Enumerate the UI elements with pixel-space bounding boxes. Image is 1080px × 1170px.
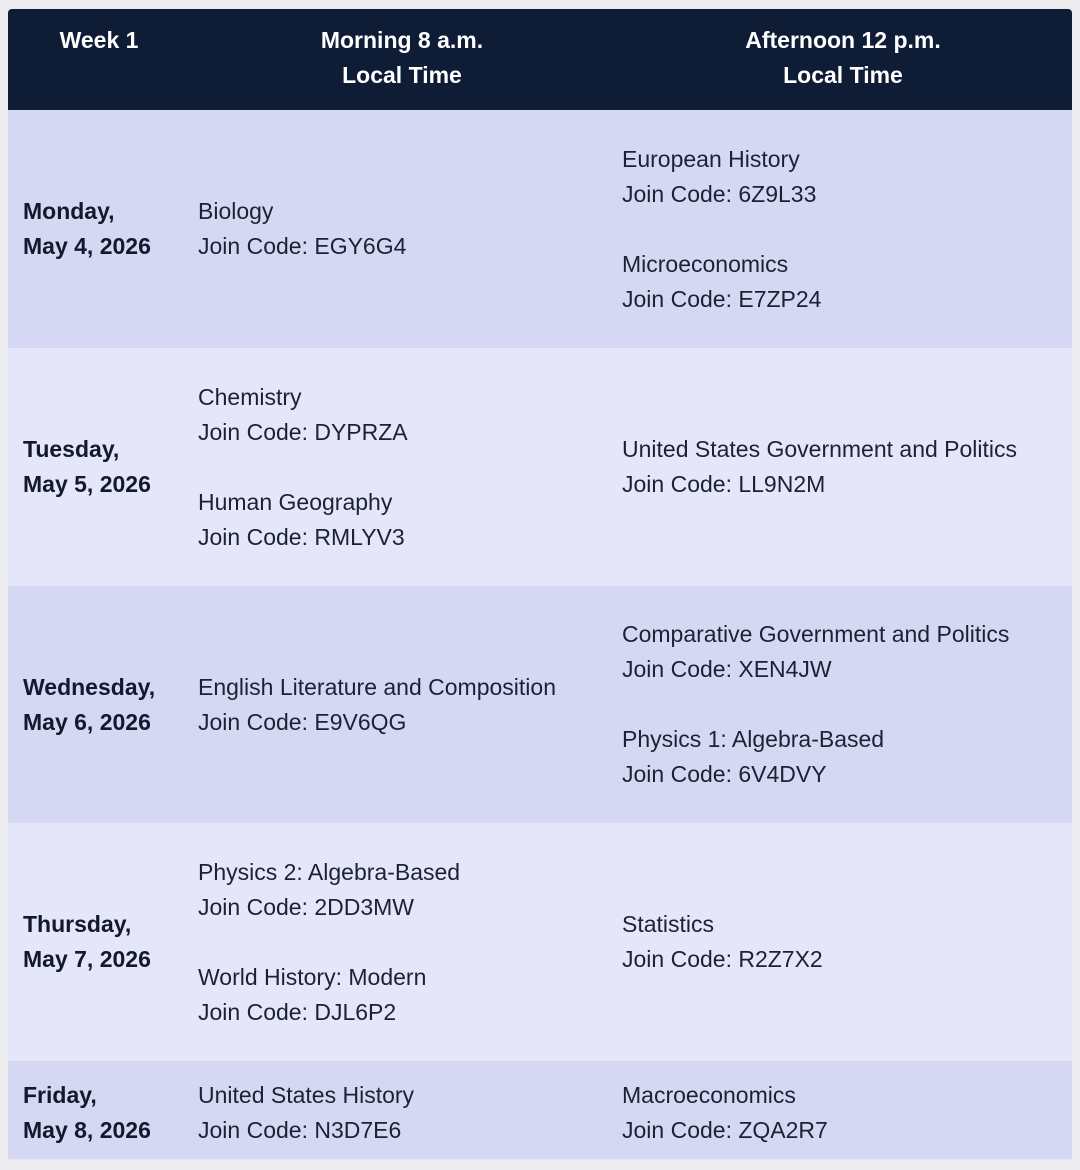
exam-subject: Physics 2: Algebra-Based	[198, 858, 461, 885]
join-code: Join Code: XEN4JW	[622, 656, 832, 682]
exam-entry	[198, 485, 614, 555]
exam-subject: English Literature and Composition	[198, 673, 556, 700]
morning-cell	[190, 823, 614, 1061]
schedule-row-thursday	[8, 823, 1072, 1061]
exam-subject: Chemistry	[198, 383, 302, 410]
join-code: Join Code: R2Z7X2	[622, 946, 823, 972]
schedule-row-tuesday	[8, 348, 1072, 586]
morning-cell	[190, 110, 614, 348]
afternoon-cell	[614, 348, 1072, 586]
exam-entry	[198, 1078, 614, 1148]
header-week	[8, 9, 190, 110]
day-cell	[8, 110, 190, 348]
weekday: Tuesday,	[23, 436, 120, 462]
exam-subject: Statistics	[622, 911, 715, 937]
day-cell	[8, 823, 190, 1061]
join-code: Join Code: E7ZP24	[622, 285, 822, 312]
join-code: Join Code: N3D7E6	[198, 1117, 402, 1143]
exam-entry	[622, 617, 1072, 687]
header-morning-local: Local Time	[342, 62, 462, 88]
date: May 5, 2026	[23, 471, 151, 497]
exam-schedule-frame	[8, 9, 1072, 1160]
exam-entry	[198, 380, 614, 450]
exam-subject: Comparative Government and Politics	[622, 621, 1010, 647]
join-code: Join Code: 2DD3MW	[198, 893, 415, 920]
day-cell	[8, 1061, 190, 1159]
exam-subject: Biology	[198, 198, 274, 224]
exam-entry	[622, 142, 1072, 212]
join-code: Join Code: DJL6P2	[198, 998, 397, 1025]
header-row	[8, 9, 1072, 110]
exam-subject: European History	[622, 145, 800, 172]
exam-subject: United States History	[198, 1082, 415, 1108]
day-cell	[8, 586, 190, 823]
morning-cell	[190, 348, 614, 586]
morning-cell	[190, 1061, 614, 1159]
exam-subject: Human Geography	[198, 488, 393, 515]
join-code: Join Code: LL9N2M	[622, 471, 826, 497]
exam-entry	[622, 432, 1072, 502]
day-cell	[8, 348, 190, 586]
exam-subject: Physics 1: Algebra-Based	[622, 726, 885, 752]
exam-entry	[198, 960, 614, 1030]
schedule-row-wednesday	[8, 586, 1072, 823]
header-morning-time: Morning 8 a.m.	[320, 27, 484, 53]
join-code: Join Code: RMLYV3	[198, 523, 405, 550]
exam-subject: Macroeconomics	[622, 1082, 796, 1108]
join-code: Join Code: 6V4DVY	[622, 761, 827, 787]
morning-cell	[190, 586, 614, 823]
date: May 7, 2026	[23, 946, 151, 972]
date: May 8, 2026	[23, 1117, 151, 1143]
exam-schedule-table	[8, 9, 1072, 1159]
exam-entry	[622, 247, 1072, 317]
exam-subject: World History: Modern	[198, 963, 427, 990]
exam-subject: Microeconomics	[622, 250, 789, 277]
afternoon-cell	[614, 823, 1072, 1061]
header-morning	[190, 9, 614, 110]
exam-entry	[622, 1078, 1072, 1148]
exam-entry	[198, 855, 614, 925]
exam-entry	[198, 670, 614, 740]
schedule-row-friday	[8, 1061, 1072, 1159]
exam-entry	[622, 722, 1072, 792]
header-afternoon-local: Local Time	[783, 62, 903, 88]
schedule-row-monday	[8, 110, 1072, 348]
join-code: Join Code: ZQA2R7	[622, 1117, 828, 1143]
afternoon-cell	[614, 1061, 1072, 1159]
date: May 6, 2026	[23, 708, 151, 735]
date: May 4, 2026	[23, 233, 151, 259]
header-week-label: Week 1	[59, 27, 139, 53]
join-code: Join Code: 6Z9L33	[622, 180, 817, 207]
exam-entry	[622, 907, 1072, 977]
join-code: Join Code: EGY6G4	[198, 233, 407, 259]
exam-subject: United States Government and Politics	[622, 436, 1018, 462]
weekday: Wednesday,	[23, 673, 156, 700]
header-afternoon	[614, 9, 1072, 110]
afternoon-cell	[614, 586, 1072, 823]
weekday: Friday,	[23, 1082, 97, 1108]
join-code: Join Code: E9V6QG	[198, 708, 407, 735]
exam-entry	[198, 194, 614, 264]
weekday: Thursday,	[23, 911, 132, 937]
weekday: Monday,	[23, 198, 115, 224]
afternoon-cell	[614, 110, 1072, 348]
header-afternoon-time: Afternoon 12 p.m.	[745, 27, 941, 53]
join-code: Join Code: DYPRZA	[198, 418, 408, 445]
